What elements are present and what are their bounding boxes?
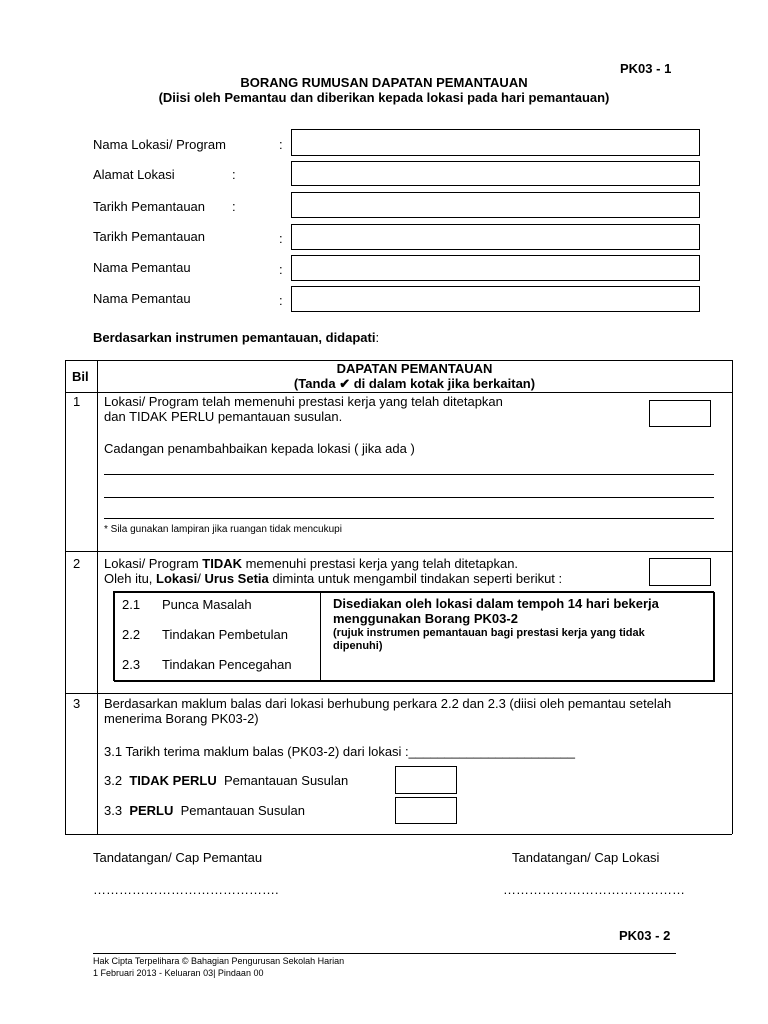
footer-rule bbox=[93, 953, 676, 954]
check-icon: ✔ bbox=[339, 376, 351, 391]
row2-line2 bbox=[104, 571, 562, 586]
intro-text bbox=[93, 330, 379, 345]
table-col-divider bbox=[97, 360, 98, 834]
perlu-checkbox[interactable] bbox=[395, 797, 457, 824]
col-subtitle-header bbox=[97, 376, 732, 392]
signature-lokasi-line[interactable]: …………………………………… bbox=[503, 882, 685, 897]
row3-line1: Berdasarkan maklum balas dari lokasi berhubung perkara 2.2 dan 2.3 (diisi oleh pemantau setelah bbox=[104, 696, 672, 711]
field-colon: : bbox=[279, 262, 283, 277]
row2-line1-post: memenuhi prestasi kerja yang telah ditetapkan. bbox=[241, 556, 519, 571]
form-title: BORANG RUMUSAN DAPATAN PEMANTAUAN bbox=[240, 75, 528, 90]
row3-item2-bold: TIDAK PERLU bbox=[129, 773, 217, 788]
table-border-left bbox=[65, 360, 66, 834]
field-label: Tarikh Pemantauan bbox=[93, 199, 206, 214]
row1-checkbox[interactable] bbox=[649, 400, 711, 427]
inner-table-divider bbox=[320, 592, 321, 680]
nama-pemantau-input-2[interactable] bbox=[291, 286, 700, 312]
row3-item3-num: 3.3 bbox=[104, 803, 123, 818]
form-subtitle: (Diisi oleh Pemantau dan diberikan kepada lokasi pada hari pemantauan) bbox=[158, 90, 610, 105]
tidak-perlu-checkbox[interactable] bbox=[395, 766, 457, 794]
nama-lokasi-input[interactable] bbox=[291, 129, 700, 156]
row3-item1 bbox=[104, 744, 575, 759]
row2-line2-bold1: Lokasi bbox=[156, 571, 198, 586]
row3-item3 bbox=[104, 803, 305, 818]
table-row-line-1 bbox=[65, 551, 732, 552]
tarikh-pemantauan-input-2[interactable] bbox=[291, 224, 700, 250]
alamat-lokasi-input[interactable] bbox=[291, 161, 700, 186]
item-2-2-num: 2.2 bbox=[122, 627, 141, 642]
intro-colon: : bbox=[375, 330, 380, 345]
row2-line1-pre: Lokasi/ Program bbox=[104, 556, 203, 571]
signature-lokasi-label: Tandatangan/ Cap Lokasi bbox=[512, 850, 660, 865]
row1-line1: Lokasi/ Program telah memenuhi prestasi kerja yang telah ditetapkan bbox=[104, 394, 503, 409]
signature-pemantau-label: Tandatangan/ Cap Pemantau bbox=[93, 850, 263, 865]
side-note-bold-1: Disediakan oleh lokasi dalam tempoh 14 hari bekerja bbox=[333, 596, 659, 611]
field-label: Nama Pemantau bbox=[93, 291, 191, 306]
signature-pemantau-line[interactable]: ……………………………………. bbox=[93, 882, 279, 897]
item-2-1-num: 2.1 bbox=[122, 597, 141, 612]
side-note-small-2: dipenuhi) bbox=[333, 640, 383, 652]
row2-number: 2 bbox=[73, 556, 81, 571]
field-colon: : bbox=[232, 199, 236, 214]
footer-copyright: Hak Cipta Terpelihara © Bahagian Pengurusan Sekolah Harian bbox=[93, 956, 345, 966]
row1-line2: dan TIDAK PERLU pemantauan susulan. bbox=[104, 409, 343, 424]
row2-line2-post: diminta untuk mengambil tindakan seperti berikut : bbox=[268, 571, 563, 586]
side-note-bold-2: menggunakan Borang PK03-2 bbox=[333, 611, 518, 626]
table-row-line-2 bbox=[65, 693, 732, 694]
row1-cadangan: Cadangan penambahbaikan kepada lokasi ( jika ada ) bbox=[104, 441, 415, 456]
col-title-header: DAPATAN PEMANTAUAN bbox=[336, 361, 493, 376]
subtitle-pre: (Tanda bbox=[293, 376, 336, 391]
table-border-bottom bbox=[65, 834, 732, 835]
cadangan-line-2[interactable] bbox=[104, 497, 714, 498]
row2-line2-pre: Oleh itu, bbox=[104, 571, 157, 586]
row3-item1-label: 3.1 Tarikh terima maklum balas (PK03-2) dari lokasi : bbox=[104, 744, 409, 759]
field-label: Alamat Lokasi bbox=[93, 167, 175, 182]
row3-item2 bbox=[104, 773, 348, 788]
item-2-1-label: Punca Masalah bbox=[162, 597, 252, 612]
field-label: Nama Lokasi/ Program bbox=[93, 137, 226, 152]
row3-item3-bold: PERLU bbox=[129, 803, 174, 818]
item-2-3-num: 2.3 bbox=[122, 657, 141, 672]
row2-line2-slash: / bbox=[197, 571, 205, 586]
row2-checkbox[interactable] bbox=[649, 558, 711, 586]
row2-line1 bbox=[104, 556, 518, 571]
subtitle-post: di dalam kotak jika berkaitan) bbox=[353, 376, 536, 391]
tarikh-pemantauan-input-1[interactable] bbox=[291, 192, 700, 218]
table-border-right bbox=[732, 360, 733, 834]
row1-note: * Sila gunakan lampiran jika ruangan tidak mencukupi bbox=[104, 524, 342, 535]
field-label: Nama Pemantau bbox=[93, 260, 191, 275]
field-colon: : bbox=[232, 167, 236, 182]
item-2-3-label: Tindakan Pencegahan bbox=[162, 657, 292, 672]
row3-number: 3 bbox=[73, 696, 81, 711]
table-header-line bbox=[65, 392, 732, 393]
nama-pemantau-input-1[interactable] bbox=[291, 255, 700, 281]
row1-number: 1 bbox=[73, 394, 81, 409]
row3-item2-num: 3.2 bbox=[104, 773, 123, 788]
row3-item3-rest: Pemantauan Susulan bbox=[180, 803, 305, 818]
field-colon: : bbox=[279, 137, 283, 152]
tarikh-terima-input[interactable]: _______________________ bbox=[408, 744, 575, 759]
footer-version: 1 Februari 2013 - Keluaran 03| Pindaan 00 bbox=[93, 968, 264, 978]
intro-label: Berdasarkan instrumen pemantauan, didapati bbox=[93, 330, 376, 345]
form-code: PK03 - 1 bbox=[620, 61, 672, 76]
field-colon: : bbox=[279, 293, 283, 308]
row2-line1-bold: TIDAK bbox=[202, 556, 242, 571]
side-note-small-1: (rujuk instrumen pemantauan bagi prestasi kerja yang tidak bbox=[333, 627, 645, 639]
row3-line2: menerima Borang PK03-2) bbox=[104, 711, 259, 726]
cadangan-line-3[interactable] bbox=[104, 518, 714, 519]
row2-line2-bold2: Urus Setia bbox=[204, 571, 269, 586]
field-colon: : bbox=[279, 231, 283, 246]
item-2-2-label: Tindakan Pembetulan bbox=[162, 627, 288, 642]
next-form-code: PK03 - 2 bbox=[619, 928, 671, 943]
field-label: Tarikh Pemantauan bbox=[93, 229, 206, 244]
col-bil-header: Bil bbox=[72, 369, 89, 384]
row3-item2-rest: Pemantauan Susulan bbox=[223, 773, 349, 788]
cadangan-line-1[interactable] bbox=[104, 474, 714, 475]
